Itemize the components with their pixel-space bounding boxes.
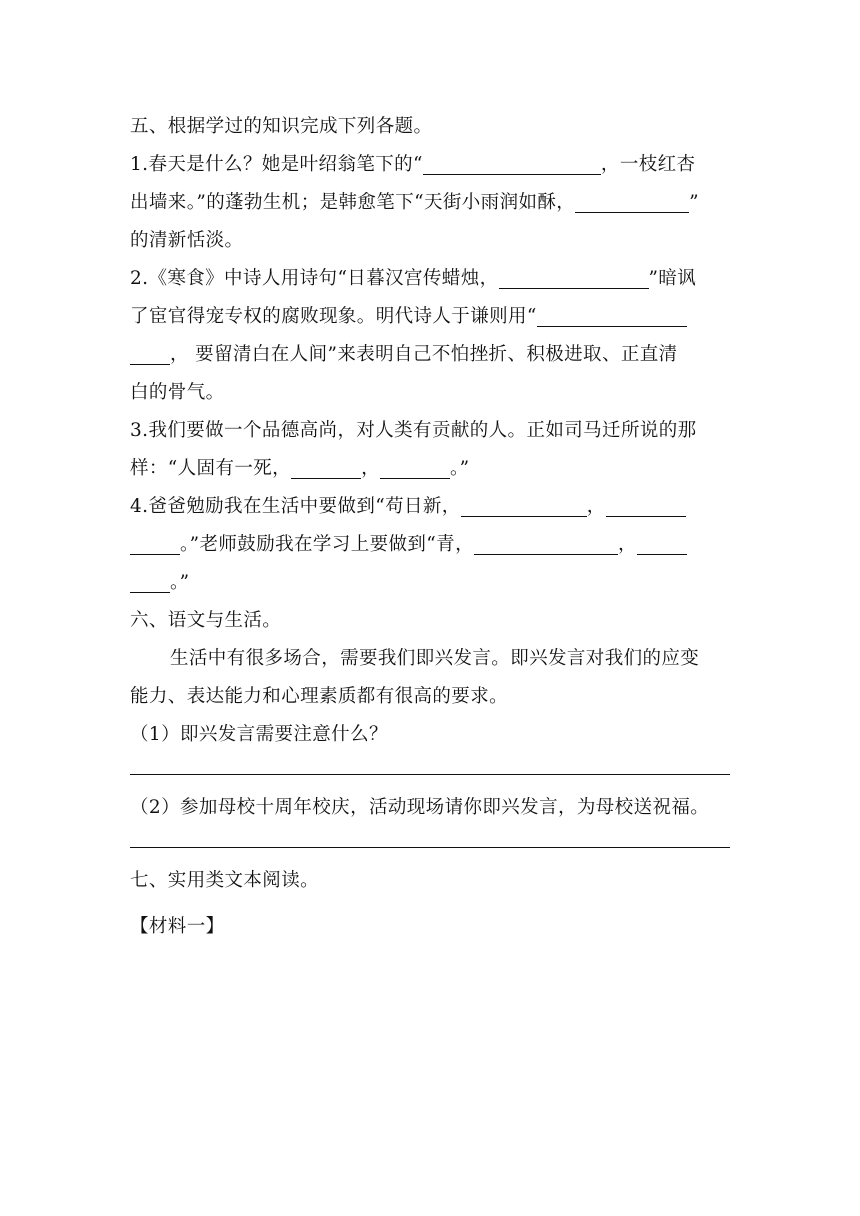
worksheet-page xyxy=(130,108,730,946)
q2-line-3: ， 要留清白在人间”来表明自己不怕挫折、积极进取、正直清 xyxy=(130,336,730,374)
q2-blank-1[interactable] xyxy=(499,266,649,289)
q1-blank-2[interactable] xyxy=(575,190,689,213)
q2-line-4: 白的骨气。 xyxy=(130,382,225,403)
material-label: 【材料一】 xyxy=(130,916,225,937)
section6-heading: 六、语文与生活。 xyxy=(130,610,282,631)
answer-line-2[interactable] xyxy=(130,847,730,848)
q4-line-3: 。” xyxy=(130,564,730,602)
q4-blank-4a[interactable] xyxy=(637,532,687,555)
q4-blank-3[interactable] xyxy=(474,532,618,555)
section6-intro-line-1: 生活中有很多场合，需要我们即兴发言。即兴发言对我们的应变 xyxy=(170,648,700,669)
section6-sub-question-2: （2）参加母校十周年校庆，活动现场请你即兴发言，为母校送祝福。 xyxy=(130,797,710,818)
q2-line-2: 了宦官得宠专权的腐败现象。明代诗人于谦则用“ xyxy=(130,298,730,336)
spacer xyxy=(130,900,730,908)
q3-blank-1[interactable] xyxy=(291,456,361,479)
q2-line-1: 2.《寒食》中诗人用诗句“日暮汉宫传蜡烛， ”暗讽 xyxy=(130,268,697,289)
q4-line-1: 4.爸爸勉励我在生活中要做到“苟日新， ， xyxy=(130,488,730,526)
q4-blank-2a[interactable] xyxy=(606,494,686,517)
answer-line-1[interactable] xyxy=(130,774,730,775)
q2-blank-2a[interactable] xyxy=(537,304,687,327)
section6-intro-line-2: 能力、表达能力和心理素质都有很高的要求。 xyxy=(130,686,509,707)
q4-blank-1[interactable] xyxy=(461,494,587,517)
q1-line-1: 1.春天是什么？她是叶绍翁笔下的“ ，一枝红杏 xyxy=(130,154,696,175)
q2-blank-2b[interactable] xyxy=(130,342,170,365)
q4-blank-4b[interactable] xyxy=(130,570,170,593)
q4-blank-2b[interactable] xyxy=(130,532,180,555)
q3-line-2: 样：“人固有一死， ， 。” xyxy=(130,458,470,479)
section6-sub-question-1: （1）即兴发言需要注意什么？ xyxy=(130,724,388,745)
q1-blank-1[interactable] xyxy=(423,152,601,175)
q3-blank-2[interactable] xyxy=(380,456,450,479)
q1-line-3: 的清新恬淡。 xyxy=(130,230,244,251)
q1-line-2: 出墙来。”的蓬勃生机；是韩愈笔下“天街小雨润如酥， ” xyxy=(130,192,700,213)
q3-line-1: 3.我们要做一个品德高尚，对人类有贡献的人。正如司马迁所说的那 xyxy=(130,420,697,441)
section7-heading: 七、实用类文本阅读。 xyxy=(130,870,320,891)
section5-heading: 五、根据学过的知识完成下列各题。 xyxy=(130,116,433,137)
q4-line-2: 。”老师鼓励我在学习上要做到“青， ， xyxy=(130,526,730,564)
